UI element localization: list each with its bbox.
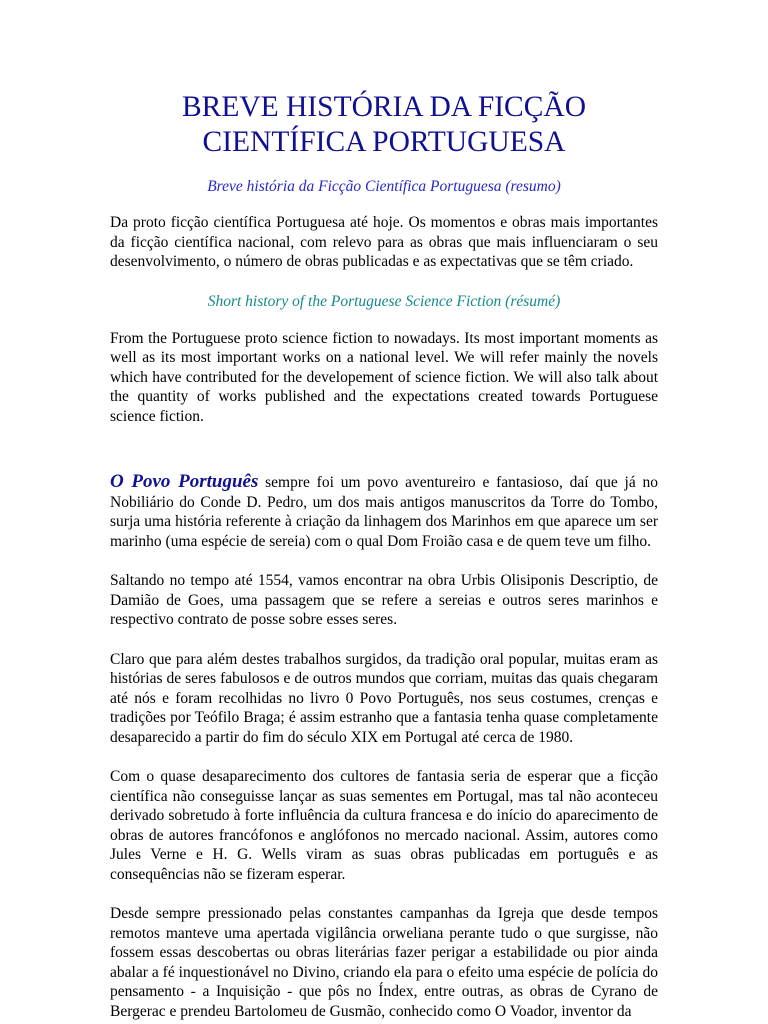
title-line-2: CIENTÍFICA PORTUGUESA <box>202 126 566 158</box>
subtitle-english: Short history of the Portuguese Science Fiction (résumé) <box>207 292 561 310</box>
body-paragraph-5: Desde sempre pressionado pelas constantes campanhas da Igreja que desde tempos remotos manteve uma apertada vigilância orweliana perante tudo o que surgisse, não fossem essas descobertas ou obras literárias fazer perigar a estabilidade ou pior ainda abalar a fé inquestionável no Divino, criando ela para o efeito uma espécie de polícia do pensamento - a Inquisição - que pôs no Índex, entre outras, as obras de Cyrano de Bergerac e prendeu Bartolomeu de Gusmão, conhecido como O Voador, inventor da <box>110 905 658 1020</box>
body-paragraph-2: Saltando no tempo até 1554, vamos encontrar na obra Urbis Olisiponis Descriptio, de Damião de Goes, uma passagem que se refere a sereias e outros seres marinhos e respectivo contrato de posse sobre esses seres. <box>110 572 658 628</box>
subtitle-portuguese: Breve história da Ficção Científica Portuguesa (resumo) <box>207 178 561 195</box>
lead-phrase: O Povo Português <box>110 471 259 492</box>
body-paragraph-4: Com o quase desaparecimento dos cultores de fantasia seria de esperar que a ficção científica não conseguisse lançar as suas sementes em Portugal, mas tal não aconteceu derivado sobretudo à forte influência da cultura francesa e do início do aparecimento de obras de autores francófonos e anglófonos no mercado nacional. Assim, autores como Jules Verne e H. G. Wells viram as suas obras publicadas em português e as consequências não se fizeram esperar. <box>110 768 658 883</box>
document-page <box>110 0 658 1021</box>
body-paragraph-1 <box>110 472 658 551</box>
abstract-english: From the Portuguese proto science fiction to nowadays. Its most important moments as well as its most important works on a national level. We will refer mainly the novels which have contributed for the developement of science fiction. We will also talk about the quantity of works published and the expectations created towards Portuguese science fiction. <box>110 329 658 425</box>
paragraph-1-text: sempre foi um povo aventureiro e fantasioso, daí que já no Nobiliário do Conde D. Pedro, um dos mais antigos manuscritos da Torre do Tombo, surja uma história referente à criação da linhagem dos Marinhos em que aparece um ser marinho (uma espécie de sereia) com o qual Dom Froião casa e de quem teve um filho. <box>110 474 659 550</box>
body-paragraph-3: Claro que para além destes trabalhos surgidos, da tradição oral popular, muitas eram as histórias de seres fabulosos e de outros mundos que corriam, muitas das quais chegaram até nós e foram recolhidas no livro 0 Povo Português, nos seus costumes, crenças e tradições por Teófilo Braga; é assim estranho que a fantasia tenha quase completamente desaparecido a partir do fim do século XIX em Portugal até cerca de 1980. <box>110 650 658 746</box>
title-line-1: BREVE HISTÓRIA DA FICÇÃO <box>181 91 587 123</box>
document-title <box>110 90 658 160</box>
abstract-portuguese: Da proto ficção científica Portuguesa até hoje. Os momentos e obras mais importantes da ficção científica nacional, com relevo para as obras que mais influenciaram o seu desenvolvimento, o número de obras publicadas e as expectativas que se têm criado. <box>110 214 658 270</box>
